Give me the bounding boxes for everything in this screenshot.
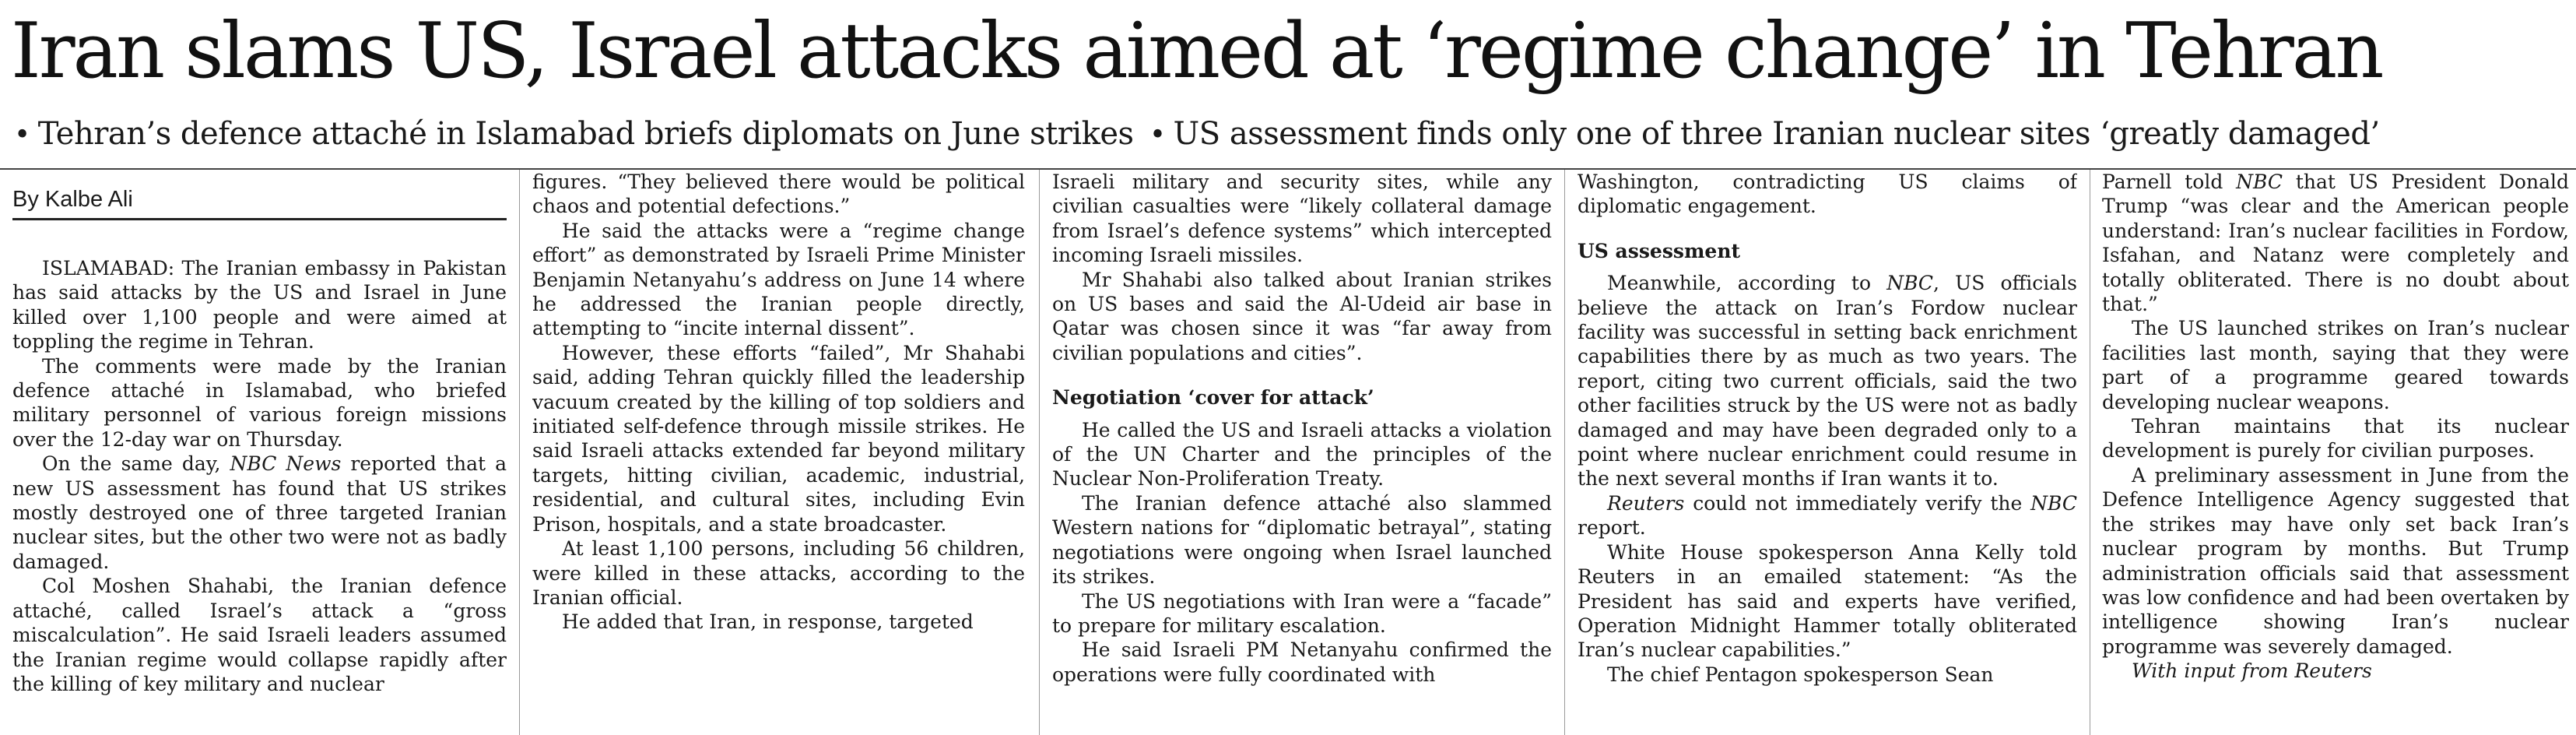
subhead-first: Tehran’s defence attaché in Islamabad briefs diplomats on June strikes	[37, 116, 1134, 152]
subheads	[14, 109, 2574, 159]
paragraph: He added that Iran, in response, targeted	[562, 610, 974, 634]
paragraph	[12, 452, 507, 574]
text-run: , US officials believe the attack on Iran’s Fordow nuclear facility was successful in setting back enrichment capabilities there by as much as two years. The report, citing two current officials, said the two other facilities struck by the US were not as badly damaged and may have been degraded only to a point where nuclear enrichment could resume in the next several months if Iran wants it to.	[1578, 272, 2077, 491]
article-credit: With input from Reuters	[2132, 659, 2372, 683]
paragraph: At least 1,100 persons, including 56 children, were killed in these attacks, according to the Iranian official.	[532, 537, 1025, 609]
paragraph: A preliminary assessment in June from the Defence Intelligence Agency suggested that the strikes may have only set back Iran’s nuclear program by months. But Trump administration officials said that assessment was low confidence and had been overtaken by intelligence showing Iran’s nuclear programme was severely damaged.	[2102, 463, 2569, 658]
text-run: Meanwhile, according to	[1607, 272, 1887, 295]
text-run: that US President Donald Trump “was clear and the American people understand: Iran’s nuclear facilities in Fordow, Isfahan, and Natanz were completely and totally obliterated. There is no doubt about that.”	[2102, 171, 2569, 316]
text-run: report.	[1578, 516, 1646, 540]
paragraph: The Iranian defence attaché also slammed Western nations for “diplomatic betrayal”, stating negotiations were ongoing when Israel launched its strikes.	[1052, 491, 1552, 589]
paragraph: The US launched strikes on Iran’s nuclear facilities last month, saying that they were part of a programme geared towards developing nuclear weapons.	[2102, 317, 2569, 413]
paragraph: The chief Pentagon spokesperson Sean	[1607, 663, 1994, 686]
outlet-name: NBC	[1886, 272, 1934, 295]
text-run: Parnell told	[2102, 171, 2237, 193]
paragraph: He called the US and Israeli attacks a violation of the UN Charter and the principles of the Nuclear Non-Proliferation Treaty.	[1052, 418, 1552, 491]
article-column-1	[12, 170, 507, 735]
column-separator	[519, 170, 520, 735]
paragraph: White House spokesperson Anna Kelly told Reuters in an emailed statement: “As the President has said and experts have verified, Operation Midnight Hammer totally obliterated Iran’s nuclear capabilities.”	[1578, 540, 2077, 662]
paragraph	[1578, 491, 2077, 540]
byline-rule	[12, 218, 507, 220]
outlet-name: NBC News	[230, 452, 342, 476]
article-column-2	[532, 170, 1025, 735]
paragraph: However, these efforts “failed”, Mr Shahabi said, adding Tehran quickly filled the leadership vacuum created by the killing of top soldiers and initiated self-defence through missile strikes. He said Israeli attacks extended far beyond military targets, hitting civilian, academic, industrial, residential, and cultural sites, including Evin Prison, hospitals, and a state broadcaster.	[532, 341, 1025, 536]
byline: By Kalbe Ali	[12, 187, 133, 212]
paragraph: The comments were made by the Iranian defence attaché in Islamabad, who briefed military personnel of various foreign missions over the 12-day war on Thursday.	[12, 354, 507, 451]
text-run: could not immediately verify the	[1684, 491, 2031, 515]
bullet-icon: •	[1149, 119, 1166, 151]
text-run: reported that a new US assessment has found that US strikes mostly destroyed one of three targeted Iranian nuclear sites, but the other two were not as badly damaged.	[12, 452, 507, 573]
paragraph: Col Moshen Shahabi, the Iranian defence attaché, called Israel’s attack a “gross miscalculation”. He said Israeli leaders assumed the Iranian regime would collapse rapidly after the killing of key military and nuclear	[12, 575, 507, 695]
section-subhead: US assessment	[1578, 239, 1741, 262]
section-subhead: Negotiation ‘cover for attack’	[1052, 386, 1374, 410]
paragraph: figures. “They believed there would be political chaos and potential defections.”	[532, 171, 1025, 218]
text-run: On the same day,	[42, 452, 230, 476]
headline: Iran slams US, Israel attacks aimed at ‘regime change’ in Tehran	[11, 7, 2382, 96]
paragraph: The US negotiations with Iran were a “facade” to prepare for military escalation.	[1052, 589, 1552, 637]
paragraph: He said the attacks were a “regime change effort” as demonstrated by Israeli Prime Minister Benjamin Netanyahu’s address on June 14 where he addressed the Iranian people directly, attempting to “incite internal dissent”.	[532, 219, 1025, 340]
paragraph: Mr Shahabi also talked about Iranian strikes on US bases and said the Al-Udeid air base in Qatar was chosen since it was “far away from civilian populations and cities”.	[1052, 268, 1552, 364]
paragraph	[1578, 271, 2077, 491]
paragraph: He said Israeli PM Netanyahu confirmed the operations were fully coordinated with	[1052, 638, 1552, 686]
bullet-icon: •	[14, 119, 30, 151]
column-separator	[1564, 170, 1565, 735]
subhead-second: US assessment finds only one of three Iranian nuclear sites ‘greatly damaged’	[1173, 116, 2380, 152]
column-separator	[1039, 170, 1040, 735]
paragraph: Israeli military and security sites, while any civilian casualties were “likely collateral damage from Israel’s defence systems” which intercepted incoming Israeli missiles.	[1052, 171, 1552, 267]
article-column-4	[1578, 170, 2077, 735]
article-column-5	[2102, 170, 2569, 735]
agency-name: Reuters	[1607, 491, 1685, 515]
article-column-3	[1052, 170, 1552, 735]
paragraph: Washington, contradicting US claims of diplomatic engagement.	[1578, 171, 2077, 218]
paragraph	[2102, 170, 2569, 316]
outlet-name: NBC	[2236, 171, 2283, 193]
outlet-name: NBC	[2030, 491, 2077, 515]
paragraph: ISLAMABAD: The Iranian embassy in Pakistan has said attacks by the US and Israel in June killed over 1,100 people and were aimed at toppling the regime in Tehran.	[12, 257, 507, 353]
paragraph: Tehran maintains that its nuclear development is purely for civilian purposes.	[2102, 415, 2569, 462]
